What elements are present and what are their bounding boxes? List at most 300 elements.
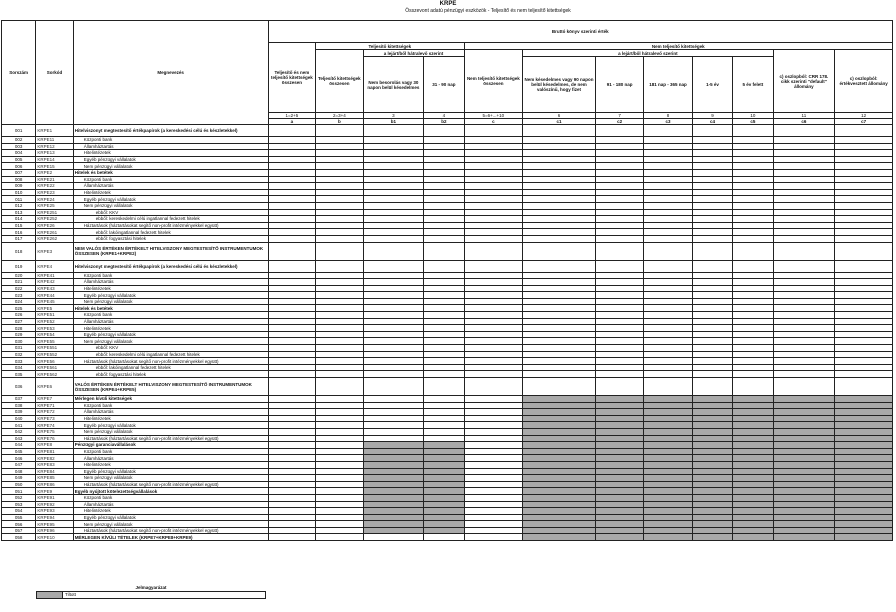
value-cell[interactable] xyxy=(464,242,523,260)
value-cell[interactable] xyxy=(316,468,363,475)
value-cell[interactable] xyxy=(773,371,835,378)
value-cell[interactable] xyxy=(644,358,692,365)
value-cell[interactable] xyxy=(733,202,773,209)
value-cell[interactable] xyxy=(268,298,315,305)
value-cell[interactable] xyxy=(464,298,523,305)
value-cell[interactable] xyxy=(733,364,773,371)
value-cell[interactable] xyxy=(773,331,835,338)
value-cell[interactable] xyxy=(523,364,596,371)
value-cell[interactable] xyxy=(692,242,732,260)
value-cell[interactable] xyxy=(595,292,643,299)
value-cell[interactable] xyxy=(835,298,893,305)
value-cell[interactable] xyxy=(464,378,523,396)
value-cell[interactable] xyxy=(692,189,732,196)
value-cell[interactable] xyxy=(523,196,596,203)
value-cell[interactable] xyxy=(733,272,773,279)
value-cell[interactable] xyxy=(733,137,773,144)
value-cell[interactable] xyxy=(316,318,363,325)
value-cell[interactable] xyxy=(595,137,643,144)
value-cell[interactable] xyxy=(644,235,692,242)
value-cell[interactable] xyxy=(316,312,363,319)
value-cell[interactable] xyxy=(773,325,835,332)
value-cell[interactable] xyxy=(733,196,773,203)
value-cell[interactable] xyxy=(835,325,893,332)
value-cell[interactable] xyxy=(692,358,732,365)
value-cell[interactable] xyxy=(523,292,596,299)
value-cell[interactable] xyxy=(595,351,643,358)
value-cell[interactable] xyxy=(424,260,464,272)
value-cell[interactable] xyxy=(316,409,363,416)
value-cell[interactable] xyxy=(773,312,835,319)
value-cell[interactable] xyxy=(464,292,523,299)
value-cell[interactable] xyxy=(773,338,835,345)
value-cell[interactable] xyxy=(595,235,643,242)
value-cell[interactable] xyxy=(464,216,523,223)
value-cell[interactable] xyxy=(692,216,732,223)
value-cell[interactable] xyxy=(268,468,315,475)
value-cell[interactable] xyxy=(692,183,732,190)
value-cell[interactable] xyxy=(424,189,464,196)
value-cell[interactable] xyxy=(316,196,363,203)
value-cell[interactable] xyxy=(316,176,363,183)
value-cell[interactable] xyxy=(523,169,596,176)
value-cell[interactable] xyxy=(268,196,315,203)
value-cell[interactable] xyxy=(464,325,523,332)
value-cell[interactable] xyxy=(363,169,424,176)
value-cell[interactable] xyxy=(363,229,424,236)
value-cell[interactable] xyxy=(644,216,692,223)
value-cell[interactable] xyxy=(692,196,732,203)
value-cell[interactable] xyxy=(424,196,464,203)
value-cell[interactable] xyxy=(363,222,424,229)
value-cell[interactable] xyxy=(644,285,692,292)
value-cell[interactable] xyxy=(464,527,523,534)
value-cell[interactable] xyxy=(773,229,835,236)
value-cell[interactable] xyxy=(424,345,464,352)
value-cell[interactable] xyxy=(644,351,692,358)
value-cell[interactable] xyxy=(835,235,893,242)
value-cell[interactable] xyxy=(595,305,643,312)
value-cell[interactable] xyxy=(464,409,523,416)
value-cell[interactable] xyxy=(523,305,596,312)
value-cell[interactable] xyxy=(268,409,315,416)
value-cell[interactable] xyxy=(464,338,523,345)
value-cell[interactable] xyxy=(644,272,692,279)
value-cell[interactable] xyxy=(424,169,464,176)
value-cell[interactable] xyxy=(595,242,643,260)
value-cell[interactable] xyxy=(773,292,835,299)
value-cell[interactable] xyxy=(644,176,692,183)
value-cell[interactable] xyxy=(363,150,424,157)
value-cell[interactable] xyxy=(268,312,315,319)
value-cell[interactable] xyxy=(316,527,363,534)
value-cell[interactable] xyxy=(523,345,596,352)
value-cell[interactable] xyxy=(692,325,732,332)
value-cell[interactable] xyxy=(316,143,363,150)
value-cell[interactable] xyxy=(316,298,363,305)
value-cell[interactable] xyxy=(464,481,523,488)
value-cell[interactable] xyxy=(316,137,363,144)
value-cell[interactable] xyxy=(644,202,692,209)
value-cell[interactable] xyxy=(268,448,315,455)
value-cell[interactable] xyxy=(268,415,315,422)
value-cell[interactable] xyxy=(464,137,523,144)
value-cell[interactable] xyxy=(424,409,464,416)
value-cell[interactable] xyxy=(268,514,315,521)
value-cell[interactable] xyxy=(268,150,315,157)
value-cell[interactable] xyxy=(773,358,835,365)
value-cell[interactable] xyxy=(464,150,523,157)
value-cell[interactable] xyxy=(835,378,893,396)
value-cell[interactable] xyxy=(595,345,643,352)
value-cell[interactable] xyxy=(523,272,596,279)
value-cell[interactable] xyxy=(595,229,643,236)
value-cell[interactable] xyxy=(464,189,523,196)
value-cell[interactable] xyxy=(424,402,464,409)
value-cell[interactable] xyxy=(773,345,835,352)
value-cell[interactable] xyxy=(464,448,523,455)
value-cell[interactable] xyxy=(316,209,363,216)
value-cell[interactable] xyxy=(268,442,315,449)
value-cell[interactable] xyxy=(773,279,835,286)
value-cell[interactable] xyxy=(835,318,893,325)
value-cell[interactable] xyxy=(773,272,835,279)
value-cell[interactable] xyxy=(644,143,692,150)
value-cell[interactable] xyxy=(424,428,464,435)
value-cell[interactable] xyxy=(316,229,363,236)
value-cell[interactable] xyxy=(835,260,893,272)
value-cell[interactable] xyxy=(464,305,523,312)
value-cell[interactable] xyxy=(424,176,464,183)
value-cell[interactable] xyxy=(424,358,464,365)
value-cell[interactable] xyxy=(733,163,773,170)
value-cell[interactable] xyxy=(464,260,523,272)
value-cell[interactable] xyxy=(644,371,692,378)
value-cell[interactable] xyxy=(424,229,464,236)
value-cell[interactable] xyxy=(644,292,692,299)
value-cell[interactable] xyxy=(595,209,643,216)
value-cell[interactable] xyxy=(268,508,315,515)
value-cell[interactable] xyxy=(595,364,643,371)
value-cell[interactable] xyxy=(363,137,424,144)
value-cell[interactable] xyxy=(773,125,835,137)
value-cell[interactable] xyxy=(363,176,424,183)
value-cell[interactable] xyxy=(268,279,315,286)
value-cell[interactable] xyxy=(424,209,464,216)
value-cell[interactable] xyxy=(363,318,424,325)
value-cell[interactable] xyxy=(835,137,893,144)
value-cell[interactable] xyxy=(523,378,596,396)
value-cell[interactable] xyxy=(268,222,315,229)
value-cell[interactable] xyxy=(363,183,424,190)
value-cell[interactable] xyxy=(268,143,315,150)
value-cell[interactable] xyxy=(835,305,893,312)
value-cell[interactable] xyxy=(692,150,732,157)
value-cell[interactable] xyxy=(644,229,692,236)
value-cell[interactable] xyxy=(268,422,315,429)
value-cell[interactable] xyxy=(363,209,424,216)
value-cell[interactable] xyxy=(644,338,692,345)
value-cell[interactable] xyxy=(644,183,692,190)
value-cell[interactable] xyxy=(316,331,363,338)
value-cell[interactable] xyxy=(464,163,523,170)
value-cell[interactable] xyxy=(424,235,464,242)
value-cell[interactable] xyxy=(464,371,523,378)
value-cell[interactable] xyxy=(733,156,773,163)
value-cell[interactable] xyxy=(595,125,643,137)
value-cell[interactable] xyxy=(733,125,773,137)
value-cell[interactable] xyxy=(835,292,893,299)
value-cell[interactable] xyxy=(424,202,464,209)
value-cell[interactable] xyxy=(464,494,523,501)
value-cell[interactable] xyxy=(363,260,424,272)
value-cell[interactable] xyxy=(316,488,363,495)
value-cell[interactable] xyxy=(692,202,732,209)
value-cell[interactable] xyxy=(523,298,596,305)
value-cell[interactable] xyxy=(773,216,835,223)
value-cell[interactable] xyxy=(692,125,732,137)
value-cell[interactable] xyxy=(316,435,363,442)
value-cell[interactable] xyxy=(424,338,464,345)
value-cell[interactable] xyxy=(268,338,315,345)
value-cell[interactable] xyxy=(733,305,773,312)
value-cell[interactable] xyxy=(595,216,643,223)
value-cell[interactable] xyxy=(644,169,692,176)
value-cell[interactable] xyxy=(835,183,893,190)
value-cell[interactable] xyxy=(523,125,596,137)
value-cell[interactable] xyxy=(835,143,893,150)
value-cell[interactable] xyxy=(268,125,315,137)
value-cell[interactable] xyxy=(363,534,424,541)
value-cell[interactable] xyxy=(464,156,523,163)
value-cell[interactable] xyxy=(424,435,464,442)
value-cell[interactable] xyxy=(692,292,732,299)
value-cell[interactable] xyxy=(523,216,596,223)
value-cell[interactable] xyxy=(268,501,315,508)
value-cell[interactable] xyxy=(773,163,835,170)
value-cell[interactable] xyxy=(316,364,363,371)
value-cell[interactable] xyxy=(835,312,893,319)
value-cell[interactable] xyxy=(424,396,464,403)
value-cell[interactable] xyxy=(424,371,464,378)
value-cell[interactable] xyxy=(316,428,363,435)
value-cell[interactable] xyxy=(523,202,596,209)
value-cell[interactable] xyxy=(268,202,315,209)
value-cell[interactable] xyxy=(644,378,692,396)
value-cell[interactable] xyxy=(464,508,523,515)
value-cell[interactable] xyxy=(644,318,692,325)
value-cell[interactable] xyxy=(835,242,893,260)
value-cell[interactable] xyxy=(268,285,315,292)
value-cell[interactable] xyxy=(692,279,732,286)
value-cell[interactable] xyxy=(773,202,835,209)
value-cell[interactable] xyxy=(595,260,643,272)
value-cell[interactable] xyxy=(733,176,773,183)
value-cell[interactable] xyxy=(644,312,692,319)
value-cell[interactable] xyxy=(363,216,424,223)
value-cell[interactable] xyxy=(268,229,315,236)
value-cell[interactable] xyxy=(835,209,893,216)
value-cell[interactable] xyxy=(523,242,596,260)
value-cell[interactable] xyxy=(316,272,363,279)
value-cell[interactable] xyxy=(692,378,732,396)
value-cell[interactable] xyxy=(773,150,835,157)
value-cell[interactable] xyxy=(316,351,363,358)
value-cell[interactable] xyxy=(424,163,464,170)
value-cell[interactable] xyxy=(523,351,596,358)
value-cell[interactable] xyxy=(268,189,315,196)
value-cell[interactable] xyxy=(692,331,732,338)
value-cell[interactable] xyxy=(424,242,464,260)
value-cell[interactable] xyxy=(268,325,315,332)
value-cell[interactable] xyxy=(268,455,315,462)
value-cell[interactable] xyxy=(268,534,315,541)
value-cell[interactable] xyxy=(733,378,773,396)
value-cell[interactable] xyxy=(424,351,464,358)
value-cell[interactable] xyxy=(835,163,893,170)
value-cell[interactable] xyxy=(523,137,596,144)
value-cell[interactable] xyxy=(733,298,773,305)
value-cell[interactable] xyxy=(692,272,732,279)
value-cell[interactable] xyxy=(692,143,732,150)
value-cell[interactable] xyxy=(363,345,424,352)
value-cell[interactable] xyxy=(464,521,523,528)
value-cell[interactable] xyxy=(773,242,835,260)
value-cell[interactable] xyxy=(424,325,464,332)
value-cell[interactable] xyxy=(268,475,315,482)
value-cell[interactable] xyxy=(523,371,596,378)
value-cell[interactable] xyxy=(733,229,773,236)
value-cell[interactable] xyxy=(316,222,363,229)
value-cell[interactable] xyxy=(773,222,835,229)
value-cell[interactable] xyxy=(268,183,315,190)
value-cell[interactable] xyxy=(523,331,596,338)
value-cell[interactable] xyxy=(773,189,835,196)
value-cell[interactable] xyxy=(424,422,464,429)
value-cell[interactable] xyxy=(316,345,363,352)
value-cell[interactable] xyxy=(595,338,643,345)
value-cell[interactable] xyxy=(595,272,643,279)
value-cell[interactable] xyxy=(644,150,692,157)
value-cell[interactable] xyxy=(835,351,893,358)
value-cell[interactable] xyxy=(464,358,523,365)
value-cell[interactable] xyxy=(424,125,464,137)
value-cell[interactable] xyxy=(363,143,424,150)
value-cell[interactable] xyxy=(835,331,893,338)
value-cell[interactable] xyxy=(692,364,732,371)
value-cell[interactable] xyxy=(523,325,596,332)
value-cell[interactable] xyxy=(363,331,424,338)
value-cell[interactable] xyxy=(268,521,315,528)
value-cell[interactable] xyxy=(835,176,893,183)
value-cell[interactable] xyxy=(464,422,523,429)
value-cell[interactable] xyxy=(523,222,596,229)
value-cell[interactable] xyxy=(644,279,692,286)
value-cell[interactable] xyxy=(316,169,363,176)
value-cell[interactable] xyxy=(316,358,363,365)
value-cell[interactable] xyxy=(692,285,732,292)
value-cell[interactable] xyxy=(316,455,363,462)
value-cell[interactable] xyxy=(424,312,464,319)
value-cell[interactable] xyxy=(316,448,363,455)
value-cell[interactable] xyxy=(835,229,893,236)
value-cell[interactable] xyxy=(268,461,315,468)
value-cell[interactable] xyxy=(733,292,773,299)
value-cell[interactable] xyxy=(363,338,424,345)
value-cell[interactable] xyxy=(268,318,315,325)
value-cell[interactable] xyxy=(692,176,732,183)
value-cell[interactable] xyxy=(464,209,523,216)
value-cell[interactable] xyxy=(464,229,523,236)
value-cell[interactable] xyxy=(595,312,643,319)
value-cell[interactable] xyxy=(692,137,732,144)
value-cell[interactable] xyxy=(733,351,773,358)
value-cell[interactable] xyxy=(773,176,835,183)
value-cell[interactable] xyxy=(464,169,523,176)
value-cell[interactable] xyxy=(464,415,523,422)
value-cell[interactable] xyxy=(523,143,596,150)
value-cell[interactable] xyxy=(424,331,464,338)
value-cell[interactable] xyxy=(773,196,835,203)
value-cell[interactable] xyxy=(773,351,835,358)
value-cell[interactable] xyxy=(363,156,424,163)
value-cell[interactable] xyxy=(523,285,596,292)
value-cell[interactable] xyxy=(268,494,315,501)
value-cell[interactable] xyxy=(268,402,315,409)
value-cell[interactable] xyxy=(268,396,315,403)
value-cell[interactable] xyxy=(363,125,424,137)
value-cell[interactable] xyxy=(644,305,692,312)
value-cell[interactable] xyxy=(424,216,464,223)
value-cell[interactable] xyxy=(595,163,643,170)
value-cell[interactable] xyxy=(733,331,773,338)
value-cell[interactable] xyxy=(363,396,424,403)
value-cell[interactable] xyxy=(595,196,643,203)
value-cell[interactable] xyxy=(835,345,893,352)
value-cell[interactable] xyxy=(316,202,363,209)
value-cell[interactable] xyxy=(268,242,315,260)
value-cell[interactable] xyxy=(316,125,363,137)
value-cell[interactable] xyxy=(733,189,773,196)
value-cell[interactable] xyxy=(424,292,464,299)
value-cell[interactable] xyxy=(773,183,835,190)
value-cell[interactable] xyxy=(835,189,893,196)
value-cell[interactable] xyxy=(424,156,464,163)
value-cell[interactable] xyxy=(733,312,773,319)
value-cell[interactable] xyxy=(733,371,773,378)
value-cell[interactable] xyxy=(773,305,835,312)
value-cell[interactable] xyxy=(523,150,596,157)
value-cell[interactable] xyxy=(733,242,773,260)
value-cell[interactable] xyxy=(692,318,732,325)
value-cell[interactable] xyxy=(692,229,732,236)
value-cell[interactable] xyxy=(773,298,835,305)
value-cell[interactable] xyxy=(268,235,315,242)
value-cell[interactable] xyxy=(268,527,315,534)
value-cell[interactable] xyxy=(733,318,773,325)
value-cell[interactable] xyxy=(464,475,523,482)
value-cell[interactable] xyxy=(363,435,424,442)
value-cell[interactable] xyxy=(464,279,523,286)
value-cell[interactable] xyxy=(316,402,363,409)
value-cell[interactable] xyxy=(595,189,643,196)
value-cell[interactable] xyxy=(316,235,363,242)
value-cell[interactable] xyxy=(268,156,315,163)
value-cell[interactable] xyxy=(692,338,732,345)
value-cell[interactable] xyxy=(835,196,893,203)
value-cell[interactable] xyxy=(692,312,732,319)
value-cell[interactable] xyxy=(424,272,464,279)
